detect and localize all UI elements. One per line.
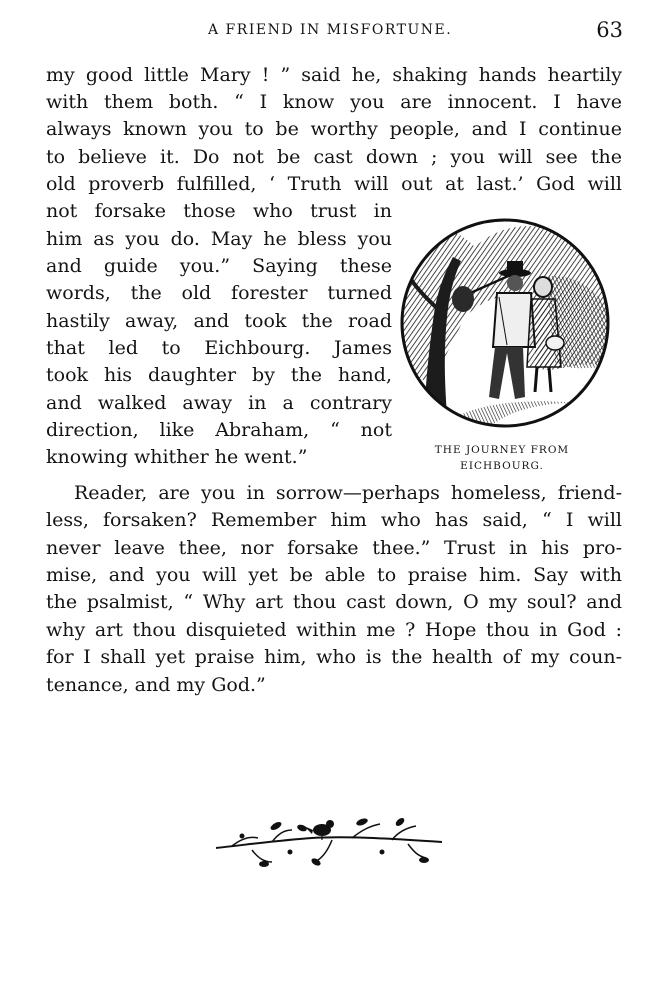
- text-line: hastily away, and took the road: [46, 310, 392, 332]
- text-line: always known you to be worthy people, and I continue: [46, 118, 622, 140]
- text-line: why art thou disquieted within me ? Hope thou in God :: [46, 619, 622, 641]
- figure-caption: THE JOURNEY FROM: [434, 444, 570, 456]
- text-line: that led to Eichbourg. James: [46, 337, 392, 359]
- text-line: for I shall yet praise him, who is the health of my coun-: [46, 646, 622, 668]
- engraving-travellers-icon: [395, 217, 615, 437]
- text-line: with them both. “ I know you are innocent. I have: [46, 91, 622, 113]
- running-head: [0, 18, 667, 48]
- text-line: knowing whither he went.”: [46, 446, 308, 468]
- text-line: old proverb fulfilled, ‘ Truth will out at last.’ God will: [46, 173, 622, 195]
- text-line: my good little Mary ! ” said he, shaking hands heartily: [46, 64, 622, 86]
- text-line: words, the old forester turned: [46, 282, 392, 304]
- page-number: 63: [596, 18, 623, 42]
- text-line: Reader, are you in sorrow—perhaps homeless, friend-: [74, 482, 622, 504]
- text-line: less, forsaken? Remember him who has said, “ I will: [46, 509, 622, 531]
- text-line: and guide you.” Saying these: [46, 255, 392, 277]
- text-line: to believe it. Do not be cast down ; you will see the: [46, 146, 622, 168]
- text-line: him as you do. May he bless you: [46, 228, 392, 250]
- floral-branch-ornament-icon: [212, 808, 448, 870]
- text-line: never leave thee, nor forsake thee.” Trust in his pro-: [46, 537, 622, 559]
- text-line: mise, and you will yet be able to praise him. Say with: [46, 564, 622, 586]
- text-line: tenance, and my God.”: [46, 674, 266, 696]
- text-line: direction, like Abraham, “ not: [46, 419, 392, 441]
- text-line: the psalmist, “ Why art thou cast down, O my soul? and: [46, 591, 622, 613]
- text-line: and walked away in a contrary: [46, 392, 392, 414]
- running-title: A FRIEND IN MISFORTUNE.: [208, 22, 453, 38]
- text-line: took his daughter by the hand,: [46, 364, 392, 386]
- figure-caption: EICHBOURG.: [460, 460, 544, 472]
- text-line: not forsake those who trust in: [46, 200, 392, 222]
